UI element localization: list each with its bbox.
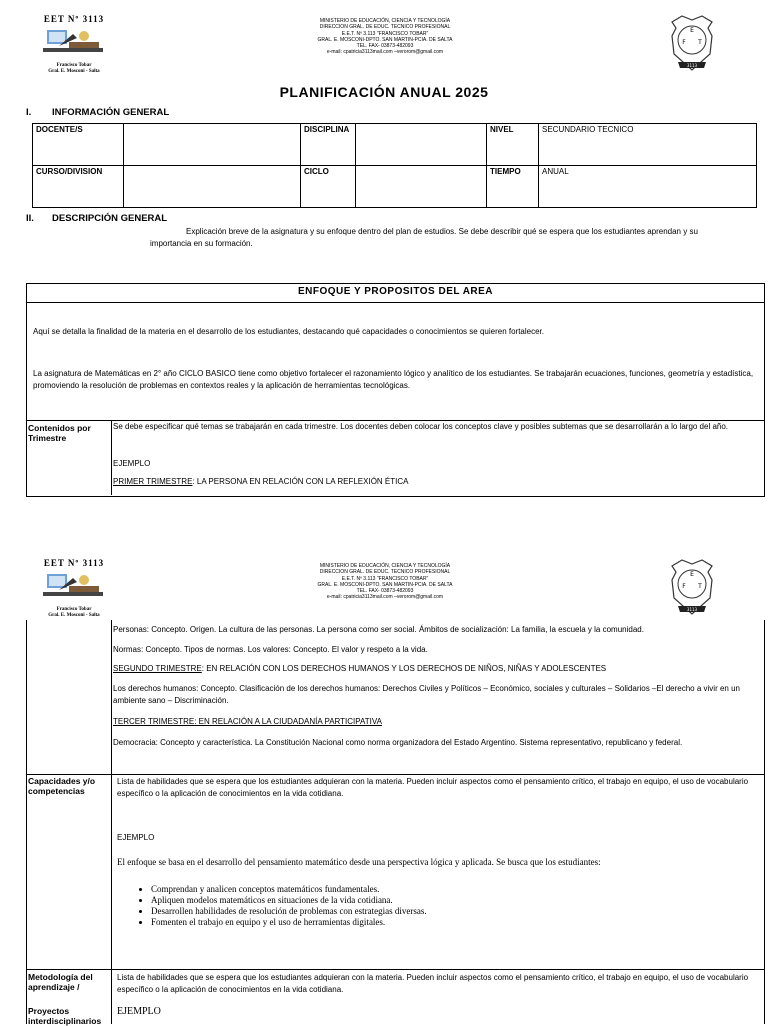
ministry-line: e-mail: cpatricia3113mail.com –verorom@gmail.com [326,594,444,601]
school-crest [668,558,716,625]
ministry-line: TEL. FAX- 03873-482093 [356,43,414,50]
enfoque-paragraph-1: Aquí se detalla la finalidad de la materia en el desarrollo de los estudiantes, destacando qué capacidades o conocimientos se quieren fortalecer. [33,327,544,336]
second-trimester-topic: : EN RELACIÓN CON LOS DERECHOS HUMANOS Y LOS DERECHOS DE NIÑOS, NIÑAS Y ADOLESCENTES [201,664,607,673]
ministry-line: DIRECCION GRAL. DE EDUC. TECNICO PROFESIONAL [319,569,451,576]
school-subtitle-2: Gral. E. Mosconi - Salta [48,69,100,74]
school-logo [34,558,114,619]
tiempo-label: TIEMPO [487,166,539,208]
contenidos-intro: Se debe especificar qué temas se trabajarán en cada trimestre. Los docentes deben colocar los conceptos clave y posibles subtemas que se desarrollarán a lo largo del año. [113,422,729,431]
crest-letter: T [698,583,702,590]
divider [111,420,112,495]
section-number: I. [26,107,32,118]
disciplina-label: DISCIPLINA [301,124,356,166]
third-trimester-body: Democracia: Concepto y característica. La Constitución Nacional como norma organizadora del Estado Argentino. Sistema representativo, republicano y federal. [113,738,683,747]
metodologia-label: Metodología del aprendizaje / [28,972,93,992]
crest-shield-icon [668,558,716,620]
section-number: II. [26,213,34,224]
docente-label: DOCENTE/S [33,124,124,166]
ministry-line: TEL. FAX- 03873-482093 [356,588,414,595]
divider [27,969,764,970]
list-item: • Comprendan y analicen conceptos matemáticos fundamentales. [151,884,768,895]
second-trimester-heading [113,663,761,675]
school-logo [34,14,114,75]
divider [111,620,112,1024]
third-trimester-label: TERCER TRIMESTRE: EN RELACIÓN A LA CIUDADANÍA PARTICIPATIVA [113,717,382,726]
capacidades-intro: Lista de habilidades que se espera que los estudiantes adquieran con la materia. Pueden incluir aspectos como el pensamiento crítico, el trabajo en equipo, el uso de vocabulario específico o la aplicación de conocimientos en la vida cotidiana. [117,777,749,798]
crest-number: 3113 [686,63,698,68]
enfoque-box [26,283,765,497]
ministry-header [250,18,520,56]
section-heading-description [26,213,167,224]
ministry-line: DIRECCION GRAL. DE EDUC. TECNICO PROFESIONAL [319,24,451,31]
third-trimester-heading [113,716,761,728]
divider [27,774,764,775]
contenidos-label: Contenidos por Trimestre [28,423,91,443]
ministry-line: GRAL. E. MOSCONI-DPTO. SAN MARTIN-PCIA. DE SALTA [317,36,453,43]
section-label: DESCRIPCIÓN GENERAL [52,213,168,224]
curso-value[interactable] [124,166,301,208]
capacidades-label: Capacidades y/o competencias [28,776,96,796]
ministry-line: E.E.T. Nº 3.113 "FRANCISCO TOBAR" [341,30,429,37]
ministry-header [250,563,520,601]
page-title: PLANIFICACIÓN ANUAL 2025 [279,84,489,100]
ministry-line: e-mail: cpatricia3113mail.com –verorom@gmail.com [326,49,444,56]
crest-letter: E [690,27,694,34]
list-item: • Apliquen modelos matemáticos en situaciones de la vida cotidiana. [151,895,768,906]
metodologia-intro: Lista de habilidades que se espera que los estudiantes adquieran con la materia. Pueden incluir aspectos como el pensamiento crítico, el trabajo en equipo, el uso de vocabulario específico o la aplicación de conocimientos en la vida cotidiana. [117,973,749,994]
first-trimester-label: PRIMER TRIMESTRE [113,477,193,486]
first-trimester-heading [113,476,753,488]
enfoque-paragraph-2: La asignatura de Matemáticas en 2° año CICLO BASICO tiene como objetivo fortalecer el razonamiento lógico y analítico de los estudiantes. Se trabajarán ecuaciones, funciones, geometría y estadística, promoviendo la resolución de problemas en contextos reales y la aplicación de herramientas tecnológicas. [33,369,754,390]
curso-label: CURSO/DIVISION [33,166,124,208]
school-crest [668,14,716,81]
docente-value[interactable] [124,124,301,166]
first-trimester-body-1: Personas: Concepto. Origen. La cultura de las personas. La persona como ser social. Ámbitos de socialización: La familia, la escuela y la comunidad. [113,625,644,634]
description-text: Explicación breve de la asignatura y su enfoque dentro del plan de estudios. Se debe describir qué se espera que los estudiantes aprendan y su importancia en su formación. [150,227,698,248]
workshop-illustration-icon [39,568,109,602]
ministry-line: MINISTERIO DE EDUCACIÓN, CIENCIA Y TECNOLOGÍA [319,18,451,24]
crest-letter: F [682,39,686,46]
school-name: EET Nº 3113 [43,14,105,24]
section-heading-general-info [26,107,169,118]
crest-letter: E [690,571,694,578]
capacidades-ejemplo: EJEMPLO [117,833,155,842]
ministry-line: GRAL. E. MOSCONI-DPTO. SAN MARTIN-PCIA. DE SALTA [317,581,453,588]
ministry-line: E.E.T. Nº 3.113 "FRANCISCO TOBAR" [341,575,429,582]
first-trimester-body-2: Normas: Concepto. Tipos de normas. Los valores: Concepto. El valor y respeto a la vida. [113,645,428,654]
proyectos-label: Proyectos interdisciplinarios [28,1006,102,1026]
ministry-line: MINISTERIO DE EDUCACIÓN, CIENCIA Y TECNOLOGÍA [319,563,451,569]
crest-number: 3113 [686,607,698,612]
first-trimester-topic: : LA PERSONA EN RELACIÓN CON LA REFLEXIÓN ÉTICA [192,477,409,486]
nivel-value: SECUNDARIO TECNICO [539,124,757,166]
disciplina-value[interactable] [356,124,487,166]
contents-continuation-table [26,620,765,1024]
school-subtitle-1: Francisco Tobar [56,607,92,612]
tiempo-value: ANUAL [539,166,757,208]
nivel-label: NIVEL [487,124,539,166]
capacidades-enfoque-text: El enfoque se basa en el desarrollo del pensamiento matemático desde una perspectiva lógica y aplicada. Se busca que los estudiantes: [117,857,601,867]
ciclo-value[interactable] [356,166,487,208]
school-name: EET Nº 3113 [43,558,105,568]
school-subtitle-2: Gral. E. Mosconi - Salta [48,613,100,618]
enfoque-title: ENFOQUE Y PROPOSITOS DEL AREA [27,284,764,303]
workshop-illustration-icon [39,24,109,58]
second-trimester-label: SEGUNDO TRIMESTRE [113,664,202,673]
list-item: • Desarrollen habilidades de resolución de problemas con estrategias diversas. [151,906,768,917]
metodologia-ejemplo: EJEMPLO [117,1006,161,1017]
capacidades-bullet-list [117,884,768,928]
section-label: INFORMACIÓN GENERAL [52,107,170,118]
general-info-table [32,123,757,208]
list-item: • Fomenten el trabajo en equipo y el uso de herramientas digitales. [151,917,768,928]
second-trimester-body: Los derechos humanos: Concepto. Clasificación de los derechos humanos: Derechos Civiles y Políticos – Económico, sociales y culturales – Solidarios –El derecho a vivir en un ambiente sano – Discriminación. [113,684,740,705]
school-subtitle-1: Francisco Tobar [56,63,92,68]
crest-shield-icon [668,14,716,76]
ciclo-label: CICLO [301,166,356,208]
crest-letter: T [698,39,702,46]
contenidos-ejemplo: EJEMPLO [113,459,151,468]
crest-letter: F [682,583,686,590]
